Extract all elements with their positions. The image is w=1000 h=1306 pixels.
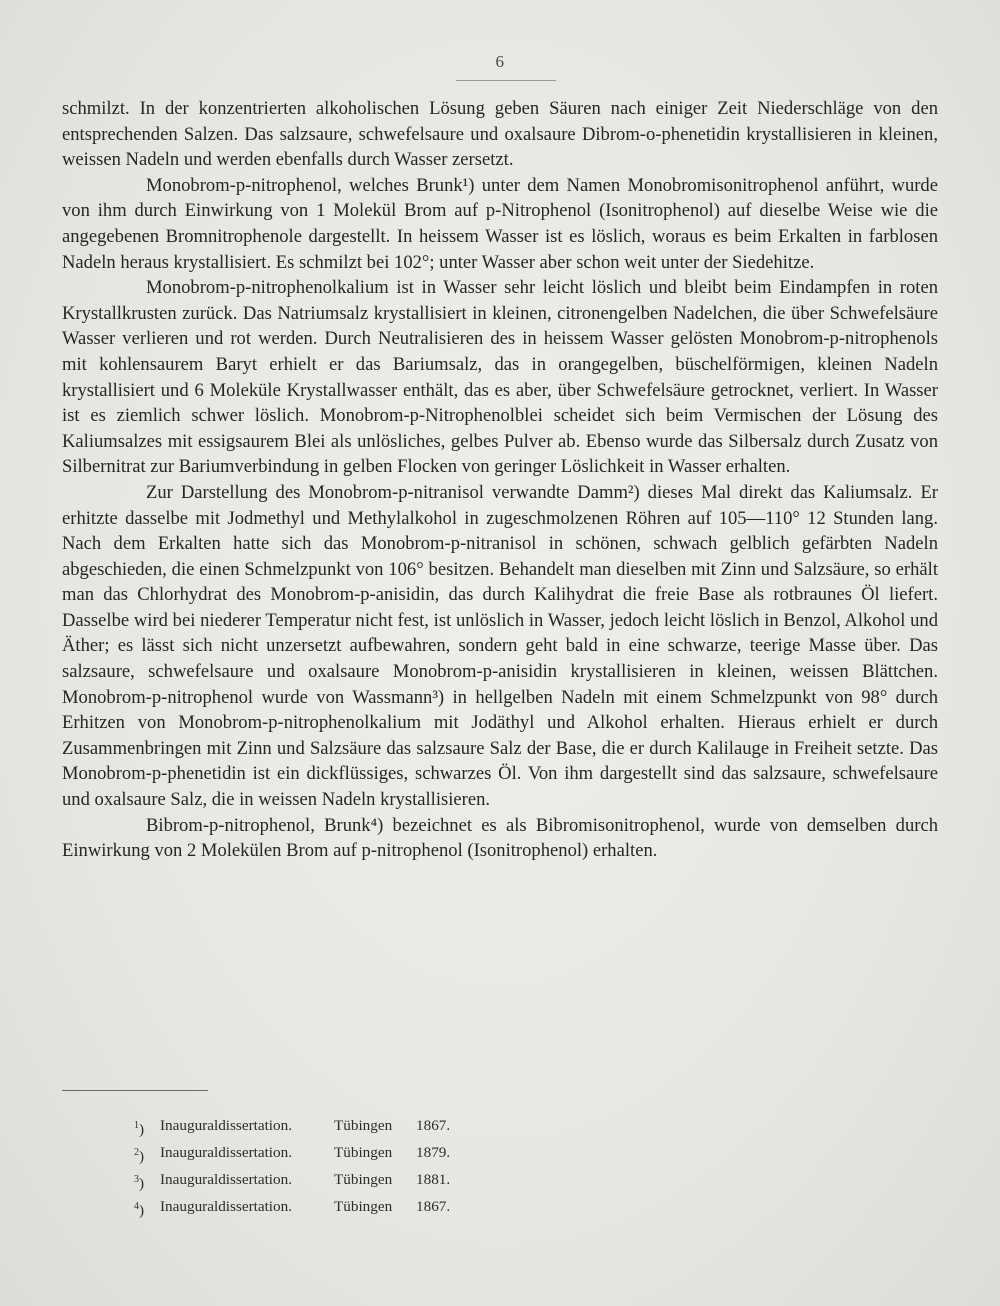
footnote-4 bbox=[134, 1196, 494, 1223]
footnote-place: Tübingen bbox=[334, 1117, 393, 1134]
page-number: 6 bbox=[495, 52, 505, 71]
footnote-2 bbox=[134, 1142, 494, 1169]
header-rule bbox=[456, 80, 556, 81]
paragraph-monobrom-nitranisol: Zur Darstellung des Monobrom-p-nitranisol verwandte Damm²) dieses Mal direkt das Kaliumsalz. Er erhitzte dasselbe mit Jodmethyl und Methylalkohol in zugeschmolzenen Röhren auf 105—110° 12 Stunden lang. Nach dem Erkalten hatte sich das Monobrom-p-nitranisol in schönen, schwach gelblich gefärbten Nadeln abgeschieden, die einen Schmelzpunkt von 106° besitzen. Behandelt man dieselben mit Zinn und Salzsäure, so erhält man das Chlorhydrat des Monobrom-p-anisidin, das durch Kalihydrat die freie Base als rotbraunes Öl liefert. Dasselbe wird bei niederer Temperatur nicht fest, ist unlöslich in Wasser, jedoch leicht löslich in Benzol, Alkohol und Äther; es lässt sich nicht unzersetzt aufbewahren, sondern geht bald in eine schwarze, teerige Masse über. Das salzsaure, schwefelsaure und oxalsaure Monobrom-p-anisidin krystallisieren in kleinen, weissen Blättchen. Monobrom-p-nitrophenol wurde von Wassmann³) in hellgelben Nadeln mit einem Schmelzpunkt von 98° durch Erhitzen von Monobrom-p-nitrophenolkalium mit Jodäthyl und Alkohol erhalten. Hieraus erhielt er durch Zusammenbringen mit Zinn und Salzsäure das salzsaure Salz der Base, die er durch Kalilauge in Freiheit setzte. Das Monobrom-p-phenetidin ist ein dickflüssiges, schwarzes Öl. Von ihm dargestellt sind das salzsaure, schwefelsaure und oxalsaure Salz, die in weissen Nadeln krystallisieren. bbox=[62, 481, 938, 811]
footnote-year: 1879. bbox=[416, 1143, 451, 1161]
footnote-3 bbox=[134, 1169, 494, 1196]
footnote-year: 1867. bbox=[416, 1117, 451, 1134]
paragraph-monobrom-nitrophenol: Monobrom-p-nitrophenol, welches Brunk¹) unter dem Namen Monobromisonitrophenol anführt, wurde von ihm durch Einwirkung von 1 Molekül Brom auf p-Nitrophenol (Isonitrophenol) auf dieselbe Weise wie die angegebenen Bromnitrophenole dargestellt. In heissem Wasser ist es löslich, woraus es beim Erkalten in farblosen Nadeln heraus krystallisiert. Es schmilzt bei 102°; unter Wasser aber schon weit unter der Siedehitze. bbox=[62, 174, 938, 273]
paragraph-bibrom-nitrophenol: Bibrom-p-nitrophenol, Brunk⁴) bezeichnet es als Bibromisonitrophenol, wurde von demselben durch Einwirkung von 2 Molekülen Brom auf p-nitrophenol (Isonitrophenol) erhalten. bbox=[62, 814, 938, 862]
footnote-rule bbox=[62, 1090, 208, 1091]
footnote-year: 1867. bbox=[416, 1197, 451, 1215]
footnote-mark: $^2$) bbox=[134, 1146, 145, 1165]
paragraph-dibrom-phenetidin: schmilzt. In der konzentrierten alkoholischen Lösung geben Säuren nach einiger Zeit Niederschläge von den entsprechenden Salzen. Das salzsaure, schwefelsaure und oxalsaure Dibrom-o-phenetidin krystallisieren in kleinen, weissen Nadeln und werden ebenfalls durch Wasser zersetzt. bbox=[62, 98, 938, 171]
footnotes bbox=[134, 1115, 494, 1222]
footnote-mark: $^4$) bbox=[134, 1200, 145, 1219]
footnote-title: Inauguraldissertation. bbox=[160, 1197, 293, 1215]
body-text bbox=[62, 96, 938, 864]
footnote-year: 1881. bbox=[416, 1170, 451, 1188]
footnote-title: Inauguraldissertation. bbox=[160, 1117, 293, 1134]
footnote-mark: $^1$) bbox=[134, 1120, 145, 1139]
paragraph-monobrom-nitrophenolkalium: Monobrom-p-nitrophenolkalium ist in Wasser sehr leicht löslich und bleibt beim Eindampfen in roten Krystallkrusten zurück. Das Natriumsalz krystallisiert in kleinen, citronengelben Nadelchen, die über Schwefelsäure Wasser verlieren und rot werden. Durch Neutralisieren des in heissem Wasser gelösten Monobrom-p-nitrophenols mit kohlensaurem Baryt erhielt er das Bariumsalz, das in orangegelben, büschelförmigen, kleinen Nadeln krystallisiert und 6 Moleküle Krystallwasser enthält, das es aber, über Schwefelsäure getrocknet, verliert. In Wasser ist es ziemlich schwer löslich. Monobrom-p-Nitrophenolblei scheidet sich beim Vermischen der Lösung des Kaliumsalzes mit essigsaurem Blei als unlösliches, gelbes Pulver ab. Ebenso wurde das Silbersalz durch Zusatz von Silbernitrat zur Bariumverbindung in gelben Flocken von geringer Löslichkeit in Wasser erhalten. bbox=[62, 277, 938, 478]
footnote-place: Tübingen bbox=[334, 1197, 393, 1215]
footnote-place: Tübingen bbox=[334, 1143, 393, 1161]
footnote-title: Inauguraldissertation. bbox=[160, 1170, 293, 1188]
footnote-mark: $^3$) bbox=[134, 1173, 145, 1192]
footnote-place: Tübingen bbox=[334, 1170, 393, 1188]
footnote-1 bbox=[134, 1115, 494, 1142]
footnote-title: Inauguraldissertation. bbox=[160, 1143, 293, 1161]
